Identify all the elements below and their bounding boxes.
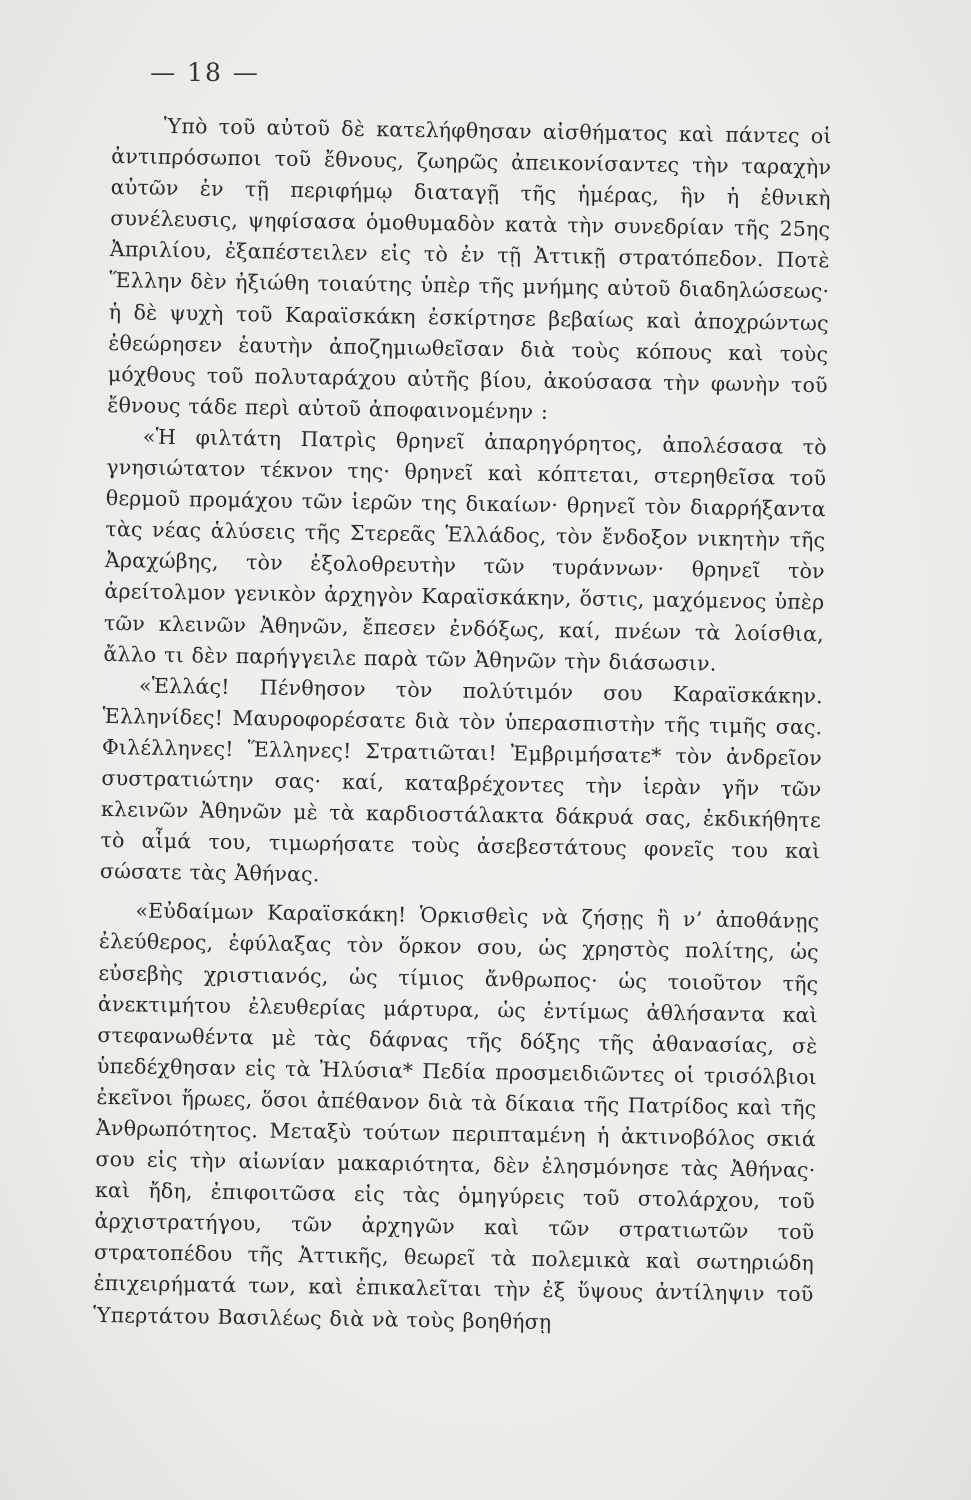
page-number: — 18 — xyxy=(150,58,260,87)
body-text xyxy=(93,110,832,1342)
paragraph-3: «Ἑλλάς! Πένθησον τὸν πολύτιμόν σου Καραϊσκάκην. Ἑλληνίδες! Μαυροφορέσατε διὰ τὸν ὑπερασπιστὴν τῆς τιμῆς σας. Φιλέλληνες! Ἕλληνες! Στρατιῶται! Ἐμβριμήσατε* τὸν ἀνδρεῖον συστρατιώτην σας· καί, καταβρέχοντες τὴν ἱερὰν γῆν τῶν κλεινῶν Ἀθηνῶν μὲ τὰ καρδιοστάλακτα δάκρυά σας, ἐκδικήθητε τὸ αἷμά του, τιμωρήσατε τοὺς ἀσεβεστάτους φονεῖς του καὶ σώσατε τὰς Ἀθήνας. xyxy=(99,673,824,887)
paragraph-2: «Ἡ φιλτάτη Πατρὶς θρηνεῖ ἀπαρηγόρητος, ἀπολέσασα τὸ γνησιώτατον τέκνον της· θρηνεῖ καὶ κόπτεται, στερηθεῖσα τοῦ θερμοῦ προμάχου τῶν ἱερῶν της δικαίων· θρηνεῖ τὸν διαρρήξαντα τὰς νέας ἁλύσεις τῆς Στερεᾶς Ἑλλάδος, τὸν ἔνδοξον νικητὴν τῆς Ἀραχώβης, τὸν ἐξολοθρευτὴν τῶν τυράννων· θρηνεῖ τὸν ἀρείτολμον γενικὸν ἀρχηγὸν Καραϊσκάκην, ὅστις, μαχόμενος ὑπὲρ τῶν κλεινῶν Ἀθηνῶν, ἔπεσεν ἐνδόξως, καί, πνέων τὰ λοίσθια, ἄλλο τι δὲν παρήγγειλε παρὰ τῶν Ἀθηνῶν τὴν διάσωσιν. xyxy=(103,424,827,676)
paragraph-4: «Εὐδαίμων Καραϊσκάκη! Ὁρκισθεὶς νὰ ζήσῃς ἢ ν’ ἀποθάνῃς ἐλεύθερος, ἐφύλαξας τὸν ὅρκον σου, ὡς χρηστὸς πολίτης, ὡς εὐσεβὴς χριστιανός, ὡς τίμιος ἄνθρωπος· ὡς τοιοῦτον τῆς ἀνεκτιμήτου ἐλευθερίας μάρτυρα, ὡς ἐντίμως ἀθλήσαντα καὶ στεφανωθέντα μὲ τὰς δάφνας τῆς δόξης τῆς ἀθανασίας, σὲ ὑπεδέχθησαν εἰς τὰ Ἠλύσια* Πεδία προσμειδιῶντες οἱ τρισόλβιοι ἐκεῖνοι ἥρωες, ὅσοι ἀπέθανον διὰ τὰ δίκαια τῆς Πατρίδος καὶ τῆς Ἀνθρωπότητος. Μεταξὺ τούτων περιπταμένη ἡ ἀκτινοβόλος σκιά σου εἰς τὴν αἰωνίαν μακαριότητα, δὲν ἐλησμόνησε τὰς Ἀθήνας· καὶ ἤδη, ἐπιφοιτῶσα εἰς τὰς ὁμηγύρεις τοῦ στολάρχου, τοῦ ἀρχιστρατήγου, τῶν ἀρχηγῶν καὶ τῶν στρατιωτῶν τοῦ στρατοπέδου τῆς Ἀττικῆς, θεωρεῖ τὰ πολεμικὰ καὶ σωτηριώδη ἐπιχειρήματά των, καὶ ἐπικαλεῖται τὴν ἐξ ὕψους ἀντίληψιν τοῦ Ὑπερτάτου Βασιλέως διὰ νὰ τοὺς βοηθήσῃ xyxy=(92,898,820,1334)
paragraph-1: Ὑπὸ τοῦ αὐτοῦ δὲ κατελήφθησαν αἰσθήματος καὶ πάντες οἱ ἀντιπρόσωποι τοῦ ἔθνους, ζωηρῶς ἀπεικονίσαντες τὴν ταραχὴν αὐτῶν ἐν τῇ περιφήμῳ διαταγῇ τῆς ἡμέρας, ἣν ἡ ἐθνικὴ συνέλευσις, ψηφίσασα ὁμοθυμαδὸν κατὰ τὴν συνεδρίαν τῆς 25ης Ἀπριλίου, ἐξαπέστειλεν εἰς τὸ ἐν τῇ Ἀττικῇ στρατόπεδον. Ποτὲ Ἕλλην δὲν ἠξιώθη τοιαύτης ὑπὲρ τῆς μνήμης αὐτοῦ διαδηλώσεως· ἡ δὲ ψυχὴ τοῦ Καραϊσκάκη ἐσκίρτησε βεβαίως καὶ ἀποχρώντως ἐθεώρησεν ἑαυτὴν ἀποζημιωθεῖσαν διὰ τοὺς κόπους καὶ τοὺς μόχθους τοῦ πολυταράχου αὐτῆς βίου, ἀκούσασα τὴν φωνὴν τοῦ ἔθνους τάδε περὶ αὐτοῦ ἀποφαινομένην : xyxy=(107,113,832,424)
